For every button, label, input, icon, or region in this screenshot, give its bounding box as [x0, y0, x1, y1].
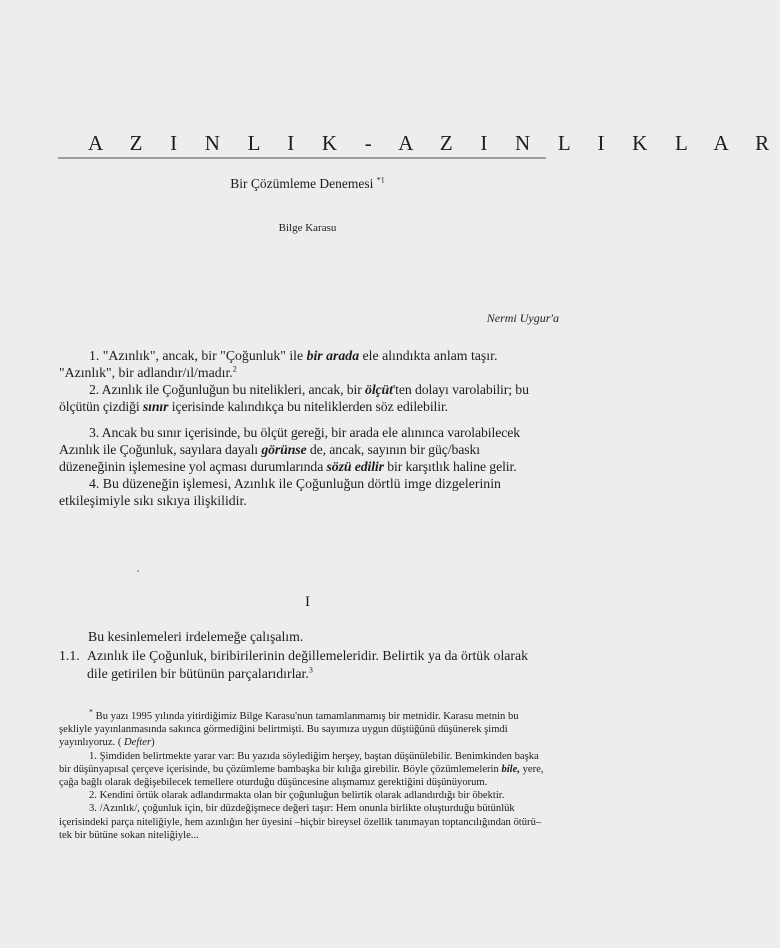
item-text: Azınlık ile Çoğunluk, biribirilerinin değillemeleridir. Belirtik ya da örtük olarak dile getirilen bir bütünün parçalarıdırlar.	[87, 648, 529, 681]
p3-text-c: bir karşıtlık haline gelir.	[383, 459, 517, 474]
footnote-star-text-a: Bu yazı 1995 yılında yitirdiğimiz Bilge Karasu'nun tamamlanmamış bir metnidir. Karasu metnin bu şekliyle yayınlanmasında sakınca görmediğini belirtmişti. Bu sayımıza uygun düştüğünü düşünerek şimdi yayınlıyoruz. (	[59, 711, 519, 749]
subtitle-text: Bir Çözümleme Denemesi	[230, 176, 374, 191]
footnotes	[59, 707, 549, 842]
p2-emphasis-1: ölçüt	[365, 382, 393, 397]
p2-text-a: 2. Azınlık ile Çoğunluğun bu nitelikleri, ancak, bir	[89, 382, 366, 397]
paragraph-1	[59, 347, 547, 381]
p2-emphasis-2: sınır	[142, 399, 169, 414]
section-numeral: I	[305, 594, 310, 610]
paragraph-3	[59, 424, 547, 475]
author-name: Bilge Karasu	[278, 222, 337, 234]
footnote-1-emphasis: bile,	[501, 763, 520, 775]
p3-emphasis-1: görünse	[261, 442, 307, 457]
footnote-ref-2: 2	[232, 364, 237, 374]
page-speck	[137, 570, 139, 572]
paragraph-4: 4. Bu düzeneğin işlemesi, Azınlık ile Çoğunluğun dörtlü imge dizgelerinin etkileşimiyle sıkı sıkıya ilişkilidir.	[59, 476, 501, 508]
paragraph-2	[59, 381, 547, 415]
footnote-star-mark: *	[89, 707, 93, 717]
item-text-block	[87, 647, 547, 683]
footnote-1-text-b: yere, çağa bağlı olarak değişebilecek temellere oturduğu düşüncesine alışmamız gerektiğini düşünüyorum.	[59, 763, 544, 789]
p2-text-c: içerisinde kalındıkça bu niteliklerden söz edilebilir.	[168, 399, 449, 414]
p1-emphasis: bir arada	[306, 348, 360, 363]
item-1-1	[59, 647, 547, 683]
footnote-3: 3. /Azınlık/, çoğunluk için, bir düzdeğişmece değeri taşır: Hem onunla birlikte oluşturduğu bütünlük içerisindeki parça niteliğiyle, hem azınlığın her üyesini –hiçbir bireysel özellik tanımayan toptancılığından ötürü– tek bir bütüne sokan niteliğiyle...	[59, 803, 542, 841]
subtitle-note-mark: *1	[376, 175, 385, 185]
p3-emphasis-2: sözü edilir	[326, 459, 384, 474]
item-number: 1.1.	[59, 648, 80, 663]
title-rule	[58, 157, 546, 159]
page-title: A Z I N L I K - A Z I N L I K L A R	[88, 131, 780, 155]
p1-text-b: ele alındıkta anlam taşır. "Azınlık", bir adlandır/ıl/madır.	[59, 348, 498, 380]
footnote-1-text-a: 1. Şimdiden belirtmekte yarar var: Bu yazıda söylediğim herşey, baştan düşünülebilir. Benimkinden başka bir düşünyapısal çerçeve içerisinde, bu çözümleme bambaşka bir kılığa girebilir. Böyle çözümlemelerin	[59, 750, 539, 775]
footnote-2: 2. Kendini örtük olarak adlandırmakta olan bir çoğunluğun belirtik olarak adlandırdığı bir öbektir.	[89, 790, 505, 802]
p2-text-b: 'ten dolayı varolabilir; bu ölçütün çizdiği	[59, 382, 529, 414]
dedication: Nermi Uygur'a	[486, 311, 559, 325]
numbered-paragraphs	[59, 347, 547, 509]
footnote-star-emphasis: Defter	[124, 737, 152, 749]
p3-text-b: de, ancak, sayının bir güç/baskı düzeneğinin işlemesine yol açması durumlarında	[59, 442, 480, 474]
footnote-ref-3: 3	[308, 665, 313, 675]
p3-text-a: 3. Ancak bu sınır içerisinde, bu ölçüt gereği, bir arada ele alınınca varolabilecek Azınlık ile Çoğunluk, sayılara dayalı	[59, 425, 520, 457]
section-intro: Bu kesinlemeleri irdelemeğe çalışalım.	[88, 629, 304, 644]
subtitle	[0, 176, 615, 192]
footnote-star-text-b: )	[151, 737, 155, 749]
footnote-1	[59, 750, 549, 790]
footnote-star	[59, 707, 549, 750]
p1-text-a: 1. "Azınlık", ancak, bir "Çoğunluk" ile	[89, 348, 307, 363]
